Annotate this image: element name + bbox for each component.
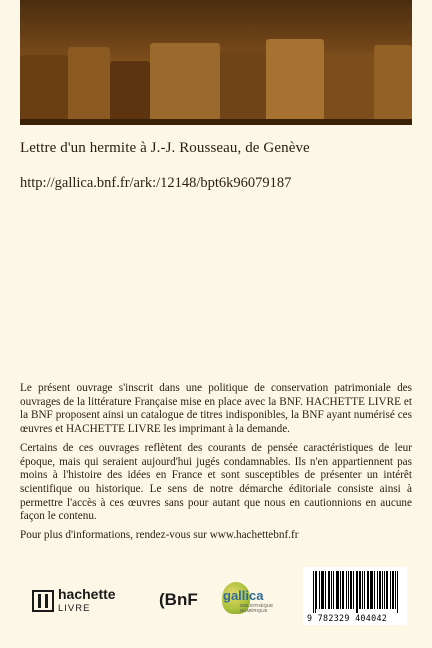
- notice-more-info: Pour plus d'informations, rendez-vous sur www.hachettebnf.fr: [20, 529, 299, 542]
- gallica-logo-name: gallica: [223, 588, 264, 603]
- hachette-logo-icon: [32, 590, 54, 612]
- book-url: http://gallica.bnf.fr/ark:/12148/bpt6k96079187: [20, 175, 292, 191]
- cover-banner-image: [20, 0, 412, 125]
- publisher-notice: [20, 382, 412, 548]
- hachette-logo-sub: LIVRE: [58, 603, 91, 614]
- hachette-logo-name: hachette: [58, 586, 116, 602]
- notice-paragraph: Le présent ouvrage s'inscrit dans une politique de conservation patrimoniale des ouvrages de la littérature Française mise en place avec la BNF. HACHETTE LIVRE et la BNF proposent ainsi un catalogue de titres indisponibles, la BNF ayant numérisé ces œuvres et HACHETTE LIVRE les imprimant à la demande.: [20, 382, 412, 436]
- gallica-logo-sub: BIBLIOTHÈQUE NUMÉRIQUE: [240, 603, 274, 613]
- barcode: [303, 567, 407, 625]
- bnf-logo: (BnF: [159, 590, 198, 609]
- book-title: Lettre d'un hermite à J.-J. Rousseau, de Genève: [20, 140, 310, 156]
- barcode-number: 9 782329 404042: [307, 613, 388, 623]
- notice-paragraph: Certains de ces ouvrages reflètent des courants de pensée caractéristiques de leur époque, mais qui seraient aujourd'hui jugés condamnables. Ils n'en appartiennent pas moins à l'histoire des idées en France et sont susceptibles de présenter un intérêt scientifique ou historique. Le sens de notre démarche éditoriale consiste ainsi à permettre l'accès à ces œuvres sans pour autant que nous en cautionnions en aucune façon le contenu.: [20, 441, 412, 523]
- barcode-bars: [313, 571, 399, 613]
